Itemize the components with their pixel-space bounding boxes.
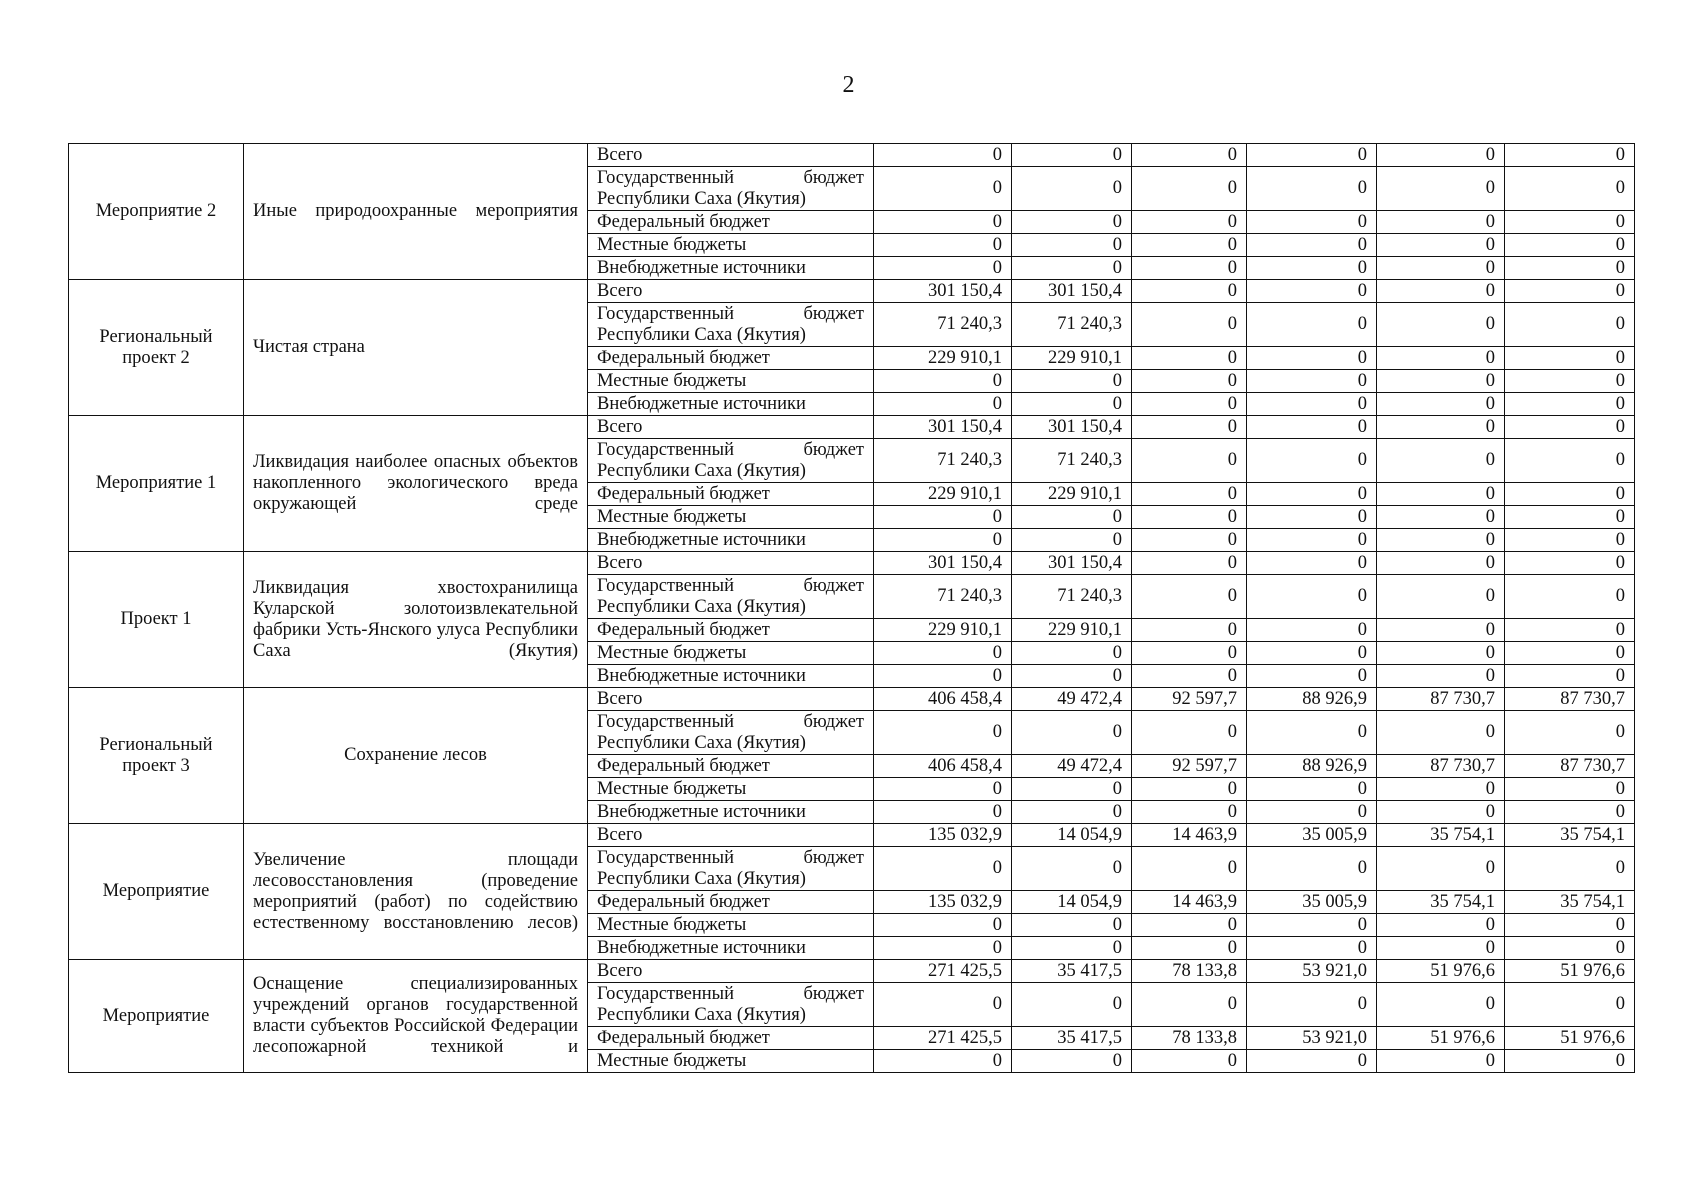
amount-cell: 0 — [1247, 778, 1377, 801]
amount-cell: 0 — [1247, 847, 1377, 891]
amount-cell: 0 — [874, 211, 1012, 234]
amount-cell: 0 — [874, 370, 1012, 393]
table-row — [69, 688, 1635, 711]
source-label-line: Республики Саха (Якутия) — [597, 732, 806, 753]
amount-cell: 301 150,4 — [874, 280, 1012, 303]
amount-cell: 0 — [1505, 347, 1635, 370]
source-state-budget — [588, 983, 874, 1027]
amount-cell: 0 — [874, 847, 1012, 891]
source-local-budgets: Местные бюджеты — [588, 1050, 874, 1073]
amount-cell: 0 — [1247, 937, 1377, 960]
amount-cell: 229 910,1 — [874, 619, 1012, 642]
amount-cell: 0 — [1132, 506, 1247, 529]
amount-cell: 92 597,7 — [1132, 688, 1247, 711]
amount-cell: 14 054,9 — [1012, 891, 1132, 914]
amount-cell: 0 — [1132, 280, 1247, 303]
amount-cell: 0 — [1132, 552, 1247, 575]
amount-cell: 0 — [1505, 167, 1635, 211]
amount-cell: 0 — [874, 711, 1012, 755]
amount-cell: 0 — [1132, 801, 1247, 824]
amount-cell: 35 417,5 — [1012, 960, 1132, 983]
program-code: Проект 1 — [69, 552, 244, 688]
amount-cell: 35 005,9 — [1247, 824, 1377, 847]
amount-cell: 71 240,3 — [1012, 439, 1132, 483]
table-row — [69, 960, 1635, 983]
source-total: Всего — [588, 144, 874, 167]
amount-cell: 135 032,9 — [874, 891, 1012, 914]
amount-cell: 0 — [1247, 642, 1377, 665]
amount-cell: 71 240,3 — [1012, 303, 1132, 347]
amount-cell: 0 — [1377, 303, 1505, 347]
amount-cell: 0 — [1132, 711, 1247, 755]
program-name: Чистая страна — [244, 280, 588, 416]
amount-cell: 0 — [1247, 914, 1377, 937]
budget-table — [68, 143, 1635, 1073]
amount-cell: 0 — [1377, 778, 1505, 801]
amount-cell: 0 — [1012, 529, 1132, 552]
amount-cell: 0 — [1377, 280, 1505, 303]
amount-cell: 0 — [1505, 416, 1635, 439]
amount-cell: 0 — [1132, 575, 1247, 619]
amount-cell: 0 — [1377, 347, 1505, 370]
amount-cell: 0 — [1505, 483, 1635, 506]
program-name: Ликвидация наиболее опасных объектов накопленного экологического вреда окружающей среде — [244, 416, 588, 552]
amount-cell: 0 — [1132, 619, 1247, 642]
amount-cell: 0 — [1505, 257, 1635, 280]
amount-cell: 301 150,4 — [1012, 280, 1132, 303]
amount-cell: 135 032,9 — [874, 824, 1012, 847]
amount-cell: 0 — [1012, 506, 1132, 529]
source-label-line: Республики Саха (Якутия) — [597, 868, 806, 889]
amount-cell: 0 — [1505, 506, 1635, 529]
amount-cell: 53 921,0 — [1247, 1027, 1377, 1050]
source-state-budget — [588, 711, 874, 755]
amount-cell: 0 — [1247, 665, 1377, 688]
amount-cell: 0 — [1132, 393, 1247, 416]
amount-cell: 229 910,1 — [1012, 347, 1132, 370]
amount-cell: 0 — [1247, 416, 1377, 439]
amount-cell: 71 240,3 — [1012, 575, 1132, 619]
amount-cell: 0 — [1012, 234, 1132, 257]
amount-cell: 0 — [1505, 575, 1635, 619]
amount-cell: 0 — [1505, 619, 1635, 642]
source-local-budgets: Местные бюджеты — [588, 506, 874, 529]
amount-cell: 0 — [874, 144, 1012, 167]
amount-cell: 0 — [1505, 847, 1635, 891]
amount-cell: 0 — [1247, 483, 1377, 506]
program-code: Региональный проект 3 — [69, 688, 244, 824]
source-federal-budget: Федеральный бюджет — [588, 483, 874, 506]
amount-cell: 0 — [1505, 552, 1635, 575]
amount-cell: 229 910,1 — [1012, 619, 1132, 642]
amount-cell: 0 — [874, 234, 1012, 257]
amount-cell: 0 — [1505, 370, 1635, 393]
amount-cell: 0 — [1012, 778, 1132, 801]
amount-cell: 0 — [874, 167, 1012, 211]
source-total: Всего — [588, 280, 874, 303]
amount-cell: 0 — [1012, 983, 1132, 1027]
amount-cell: 0 — [1377, 619, 1505, 642]
amount-cell: 0 — [1377, 642, 1505, 665]
amount-cell: 0 — [1132, 439, 1247, 483]
amount-cell: 0 — [1247, 711, 1377, 755]
amount-cell: 0 — [1505, 983, 1635, 1027]
amount-cell: 51 976,6 — [1505, 1027, 1635, 1050]
amount-cell: 35 005,9 — [1247, 891, 1377, 914]
table-row — [69, 824, 1635, 847]
amount-cell: 0 — [1377, 914, 1505, 937]
amount-cell: 0 — [1012, 393, 1132, 416]
amount-cell: 0 — [1505, 144, 1635, 167]
amount-cell: 0 — [1247, 303, 1377, 347]
amount-cell: 0 — [1247, 1050, 1377, 1073]
source-label-line: Республики Саха (Якутия) — [597, 188, 806, 209]
amount-cell: 0 — [1247, 983, 1377, 1027]
amount-cell: 0 — [1247, 347, 1377, 370]
amount-cell: 0 — [1132, 983, 1247, 1027]
source-local-budgets: Местные бюджеты — [588, 234, 874, 257]
amount-cell: 0 — [1132, 211, 1247, 234]
amount-cell: 0 — [1132, 257, 1247, 280]
source-label-line: Государственный бюджет — [597, 303, 864, 324]
amount-cell: 0 — [1505, 439, 1635, 483]
amount-cell: 0 — [1012, 914, 1132, 937]
amount-cell: 0 — [874, 257, 1012, 280]
amount-cell: 92 597,7 — [1132, 755, 1247, 778]
amount-cell: 0 — [1247, 167, 1377, 211]
amount-cell: 271 425,5 — [874, 960, 1012, 983]
amount-cell: 0 — [1247, 439, 1377, 483]
amount-cell: 0 — [1247, 619, 1377, 642]
source-extrabudgetary: Внебюджетные источники — [588, 801, 874, 824]
amount-cell: 0 — [1377, 167, 1505, 211]
amount-cell: 0 — [1505, 303, 1635, 347]
amount-cell: 0 — [1505, 393, 1635, 416]
amount-cell: 301 150,4 — [1012, 416, 1132, 439]
source-federal-budget: Федеральный бюджет — [588, 347, 874, 370]
amount-cell: 71 240,3 — [874, 439, 1012, 483]
amount-cell: 49 472,4 — [1012, 688, 1132, 711]
amount-cell: 0 — [1377, 529, 1505, 552]
amount-cell: 0 — [1132, 529, 1247, 552]
amount-cell: 0 — [1505, 642, 1635, 665]
source-federal-budget: Федеральный бюджет — [588, 211, 874, 234]
amount-cell: 0 — [1132, 483, 1247, 506]
amount-cell: 271 425,5 — [874, 1027, 1012, 1050]
source-federal-budget: Федеральный бюджет — [588, 1027, 874, 1050]
source-label-line: Республики Саха (Якутия) — [597, 596, 806, 617]
source-label-line: Республики Саха (Якутия) — [597, 460, 806, 481]
amount-cell: 0 — [1377, 552, 1505, 575]
amount-cell: 35 754,1 — [1505, 891, 1635, 914]
amount-cell: 0 — [1247, 575, 1377, 619]
program-name: Иные природоохранные мероприятия — [244, 144, 588, 280]
amount-cell: 0 — [874, 506, 1012, 529]
amount-cell: 14 054,9 — [1012, 824, 1132, 847]
amount-cell: 0 — [1132, 665, 1247, 688]
amount-cell: 229 910,1 — [874, 347, 1012, 370]
source-federal-budget: Федеральный бюджет — [588, 891, 874, 914]
amount-cell: 0 — [1247, 257, 1377, 280]
source-label-line: Государственный бюджет — [597, 711, 864, 732]
amount-cell: 0 — [1377, 483, 1505, 506]
amount-cell: 0 — [1247, 211, 1377, 234]
amount-cell: 0 — [874, 529, 1012, 552]
amount-cell: 0 — [1247, 234, 1377, 257]
amount-cell: 14 463,9 — [1132, 824, 1247, 847]
source-state-budget — [588, 303, 874, 347]
amount-cell: 0 — [1377, 144, 1505, 167]
source-state-budget — [588, 439, 874, 483]
amount-cell: 0 — [1377, 257, 1505, 280]
amount-cell: 301 150,4 — [874, 416, 1012, 439]
source-total: Всего — [588, 688, 874, 711]
source-local-budgets: Местные бюджеты — [588, 642, 874, 665]
amount-cell: 51 976,6 — [1377, 1027, 1505, 1050]
amount-cell: 229 910,1 — [874, 483, 1012, 506]
amount-cell: 0 — [1505, 529, 1635, 552]
amount-cell: 0 — [1132, 347, 1247, 370]
source-local-budgets: Местные бюджеты — [588, 914, 874, 937]
amount-cell: 229 910,1 — [1012, 483, 1132, 506]
amount-cell: 0 — [1377, 847, 1505, 891]
amount-cell: 0 — [1505, 211, 1635, 234]
amount-cell: 0 — [1377, 211, 1505, 234]
source-label-line: Республики Саха (Якутия) — [597, 324, 806, 345]
amount-cell: 0 — [1012, 937, 1132, 960]
amount-cell: 0 — [874, 914, 1012, 937]
amount-cell: 0 — [1012, 847, 1132, 891]
source-extrabudgetary: Внебюджетные источники — [588, 529, 874, 552]
amount-cell: 301 150,4 — [1012, 552, 1132, 575]
amount-cell: 71 240,3 — [874, 575, 1012, 619]
amount-cell: 0 — [1505, 234, 1635, 257]
amount-cell: 87 730,7 — [1377, 688, 1505, 711]
amount-cell: 0 — [1247, 393, 1377, 416]
amount-cell: 0 — [874, 983, 1012, 1027]
amount-cell: 0 — [1377, 370, 1505, 393]
source-extrabudgetary: Внебюджетные источники — [588, 393, 874, 416]
amount-cell: 87 730,7 — [1377, 755, 1505, 778]
amount-cell: 35 754,1 — [1377, 824, 1505, 847]
amount-cell: 0 — [1377, 506, 1505, 529]
amount-cell: 0 — [1505, 280, 1635, 303]
amount-cell: 78 133,8 — [1132, 1027, 1247, 1050]
program-name: Увеличение площади лесовосстановления (проведение мероприятий (работ) по содействию естественному восстановлению лесов) — [244, 824, 588, 960]
amount-cell: 0 — [1377, 983, 1505, 1027]
amount-cell: 0 — [874, 393, 1012, 416]
amount-cell: 0 — [1505, 801, 1635, 824]
program-code: Мероприятие — [69, 824, 244, 960]
table-row — [69, 552, 1635, 575]
amount-cell: 35 754,1 — [1505, 824, 1635, 847]
source-extrabudgetary: Внебюджетные источники — [588, 257, 874, 280]
amount-cell: 0 — [1505, 1050, 1635, 1073]
amount-cell: 0 — [1377, 234, 1505, 257]
program-name: Оснащение специализированных учреждений органов государственной власти субъектов Российской Федерации лесопожарной техникой и — [244, 960, 588, 1073]
amount-cell: 0 — [1132, 642, 1247, 665]
source-total: Всего — [588, 824, 874, 847]
amount-cell: 0 — [874, 1050, 1012, 1073]
amount-cell: 0 — [874, 937, 1012, 960]
source-state-budget — [588, 575, 874, 619]
source-state-budget — [588, 167, 874, 211]
amount-cell: 88 926,9 — [1247, 755, 1377, 778]
program-name: Ликвидация хвостохранилища Куларской золотоизвлекательной фабрики Усть-Янского улуса Республики Саха (Якутия) — [244, 552, 588, 688]
source-local-budgets: Местные бюджеты — [588, 778, 874, 801]
source-label-line: Государственный бюджет — [597, 167, 864, 188]
page-number: 2 — [842, 72, 855, 98]
amount-cell: 406 458,4 — [874, 755, 1012, 778]
amount-cell: 0 — [1247, 801, 1377, 824]
amount-cell: 14 463,9 — [1132, 891, 1247, 914]
amount-cell: 0 — [1377, 575, 1505, 619]
source-label-line: Государственный бюджет — [597, 439, 864, 460]
amount-cell: 0 — [1377, 393, 1505, 416]
amount-cell: 0 — [1012, 801, 1132, 824]
amount-cell: 0 — [1132, 416, 1247, 439]
source-total: Всего — [588, 416, 874, 439]
source-federal-budget: Федеральный бюджет — [588, 619, 874, 642]
amount-cell: 0 — [1012, 257, 1132, 280]
amount-cell: 0 — [1132, 778, 1247, 801]
amount-cell: 0 — [1132, 370, 1247, 393]
source-label-line: Государственный бюджет — [597, 575, 864, 596]
amount-cell: 88 926,9 — [1247, 688, 1377, 711]
amount-cell: 0 — [1012, 144, 1132, 167]
program-code: Мероприятие 1 — [69, 416, 244, 552]
amount-cell: 0 — [1247, 506, 1377, 529]
amount-cell: 78 133,8 — [1132, 960, 1247, 983]
amount-cell: 0 — [874, 665, 1012, 688]
amount-cell: 0 — [1132, 303, 1247, 347]
amount-cell: 0 — [1247, 280, 1377, 303]
amount-cell: 0 — [1132, 847, 1247, 891]
amount-cell: 0 — [1012, 711, 1132, 755]
amount-cell: 0 — [1377, 937, 1505, 960]
amount-cell: 0 — [1132, 167, 1247, 211]
amount-cell: 0 — [1132, 144, 1247, 167]
amount-cell: 0 — [1247, 552, 1377, 575]
source-state-budget — [588, 847, 874, 891]
amount-cell: 35 754,1 — [1377, 891, 1505, 914]
amount-cell: 0 — [874, 801, 1012, 824]
amount-cell: 301 150,4 — [874, 552, 1012, 575]
amount-cell: 0 — [1505, 914, 1635, 937]
source-total: Всего — [588, 960, 874, 983]
amount-cell: 51 976,6 — [1505, 960, 1635, 983]
amount-cell: 0 — [1505, 778, 1635, 801]
amount-cell: 0 — [1012, 211, 1132, 234]
source-total: Всего — [588, 552, 874, 575]
amount-cell: 0 — [1012, 1050, 1132, 1073]
source-label-line: Государственный бюджет — [597, 983, 864, 1004]
amount-cell: 0 — [874, 778, 1012, 801]
amount-cell: 0 — [1377, 416, 1505, 439]
amount-cell: 87 730,7 — [1505, 688, 1635, 711]
source-extrabudgetary: Внебюджетные источники — [588, 665, 874, 688]
amount-cell: 0 — [1132, 234, 1247, 257]
amount-cell: 71 240,3 — [874, 303, 1012, 347]
table-row — [69, 416, 1635, 439]
program-name: Сохранение лесов — [244, 688, 588, 824]
amount-cell: 0 — [1012, 642, 1132, 665]
amount-cell: 87 730,7 — [1505, 755, 1635, 778]
table-row — [69, 144, 1635, 167]
table-row — [69, 280, 1635, 303]
amount-cell: 0 — [1132, 914, 1247, 937]
amount-cell: 49 472,4 — [1012, 755, 1132, 778]
amount-cell: 53 921,0 — [1247, 960, 1377, 983]
amount-cell: 0 — [1505, 937, 1635, 960]
amount-cell: 0 — [1377, 801, 1505, 824]
amount-cell: 0 — [1132, 937, 1247, 960]
source-label-line: Государственный бюджет — [597, 847, 864, 868]
amount-cell: 0 — [1377, 711, 1505, 755]
amount-cell: 0 — [1247, 144, 1377, 167]
source-label-line: Республики Саха (Якутия) — [597, 1004, 806, 1025]
amount-cell: 0 — [1505, 665, 1635, 688]
amount-cell: 35 417,5 — [1012, 1027, 1132, 1050]
amount-cell: 0 — [874, 642, 1012, 665]
amount-cell: 0 — [1012, 370, 1132, 393]
amount-cell: 0 — [1012, 665, 1132, 688]
amount-cell: 0 — [1505, 711, 1635, 755]
amount-cell: 0 — [1247, 370, 1377, 393]
amount-cell: 0 — [1377, 665, 1505, 688]
amount-cell: 406 458,4 — [874, 688, 1012, 711]
program-code: Мероприятие 2 — [69, 144, 244, 280]
program-code: Региональный проект 2 — [69, 280, 244, 416]
amount-cell: 51 976,6 — [1377, 960, 1505, 983]
program-code: Мероприятие — [69, 960, 244, 1073]
source-extrabudgetary: Внебюджетные источники — [588, 937, 874, 960]
amount-cell: 0 — [1012, 167, 1132, 211]
amount-cell: 0 — [1247, 529, 1377, 552]
source-federal-budget: Федеральный бюджет — [588, 755, 874, 778]
amount-cell: 0 — [1377, 439, 1505, 483]
source-local-budgets: Местные бюджеты — [588, 370, 874, 393]
amount-cell: 0 — [1377, 1050, 1505, 1073]
amount-cell: 0 — [1132, 1050, 1247, 1073]
